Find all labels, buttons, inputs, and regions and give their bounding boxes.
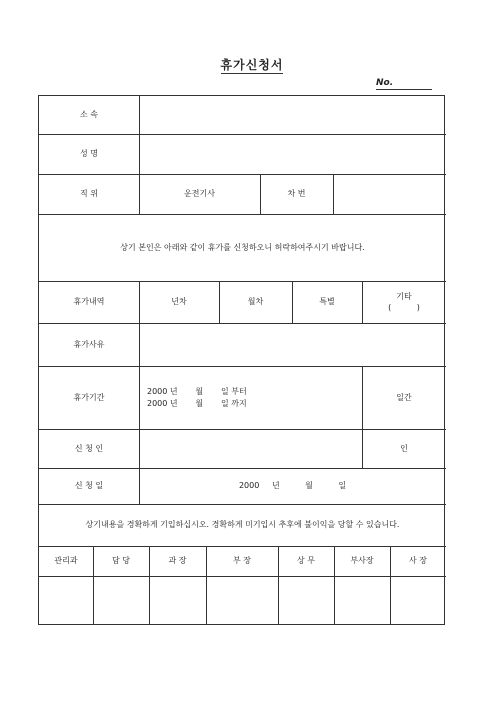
leave-period-label: 휴가기간 [73,392,105,402]
applicant-label: 신 청 인 [74,443,104,453]
approval-sign-admin[interactable] [39,576,93,625]
approval-sign-vice-president[interactable] [334,576,390,625]
leave-type-monthly[interactable]: 월차 [247,297,264,307]
leave-days-label: 일간 [396,392,412,402]
leave-reason-field[interactable] [139,323,446,366]
application-date-label: 신 청 일 [74,481,104,491]
document-number-label: No. [376,78,394,88]
approval-header-president: 사 장 [409,556,427,566]
approval-sign-department-head[interactable] [206,576,278,625]
leave-type-label: 휴가내역 [73,297,105,307]
car-number-label: 차 번 [287,189,306,199]
period-start-date[interactable]: 2000 년 월 일 부터 [147,387,247,397]
approval-header-managing-director: 상 무 [297,556,315,566]
applicant-field[interactable] [139,429,362,468]
approval-sign-managing-director[interactable] [278,576,334,625]
approval-header-admin: 관리과 [54,556,78,566]
title-underline [221,73,283,74]
affiliation-label: 소 속 [80,110,98,120]
application-date-field[interactable]: 2000 년 월 일 [238,481,347,491]
document-number-field[interactable] [376,89,432,90]
approval-header-staff: 담 당 [112,556,130,566]
approval-header-department-head: 부 장 [233,556,251,566]
leave-period-dates[interactable] [139,366,362,429]
approval-sign-president[interactable] [390,576,446,625]
seal-label: 인 [400,443,408,453]
position-value[interactable]: 운전기사 [184,189,215,199]
leave-reason-label: 휴가사유 [73,339,105,349]
approval-header-vice-president: 부사장 [350,556,374,566]
leave-type-other-label: 기타 [396,291,412,301]
request-statement: 상기 본인은 아래와 같이 휴가를 신청하오니 허락하여주시기 바랍니다. [120,242,365,252]
affiliation-field[interactable] [139,96,446,134]
leave-type-other-blank[interactable]: ( ) [388,303,420,312]
leave-type-annual[interactable]: 년차 [171,297,187,307]
period-end-date[interactable]: 2000 년 월 일 까지 [147,398,247,408]
leave-application-form [38,95,445,625]
leave-type-special[interactable]: 특별 [319,297,335,307]
approval-sign-section-chief[interactable] [149,576,206,625]
approval-header-section-chief: 과 장 [168,556,187,566]
car-number-field[interactable] [333,174,446,214]
leave-type-other[interactable] [362,281,446,323]
notice-text: 상기내용을 경확하게 기입하십시오. 경확하게 미기입시 추후에 불이익을 당할 수 있습니다. [85,520,400,530]
approval-sign-staff[interactable] [93,576,149,625]
form-title: 휴가신청서 [220,58,284,72]
name-label: 성 명 [80,149,98,159]
name-field[interactable] [139,134,446,174]
position-label: 직 위 [80,189,98,199]
